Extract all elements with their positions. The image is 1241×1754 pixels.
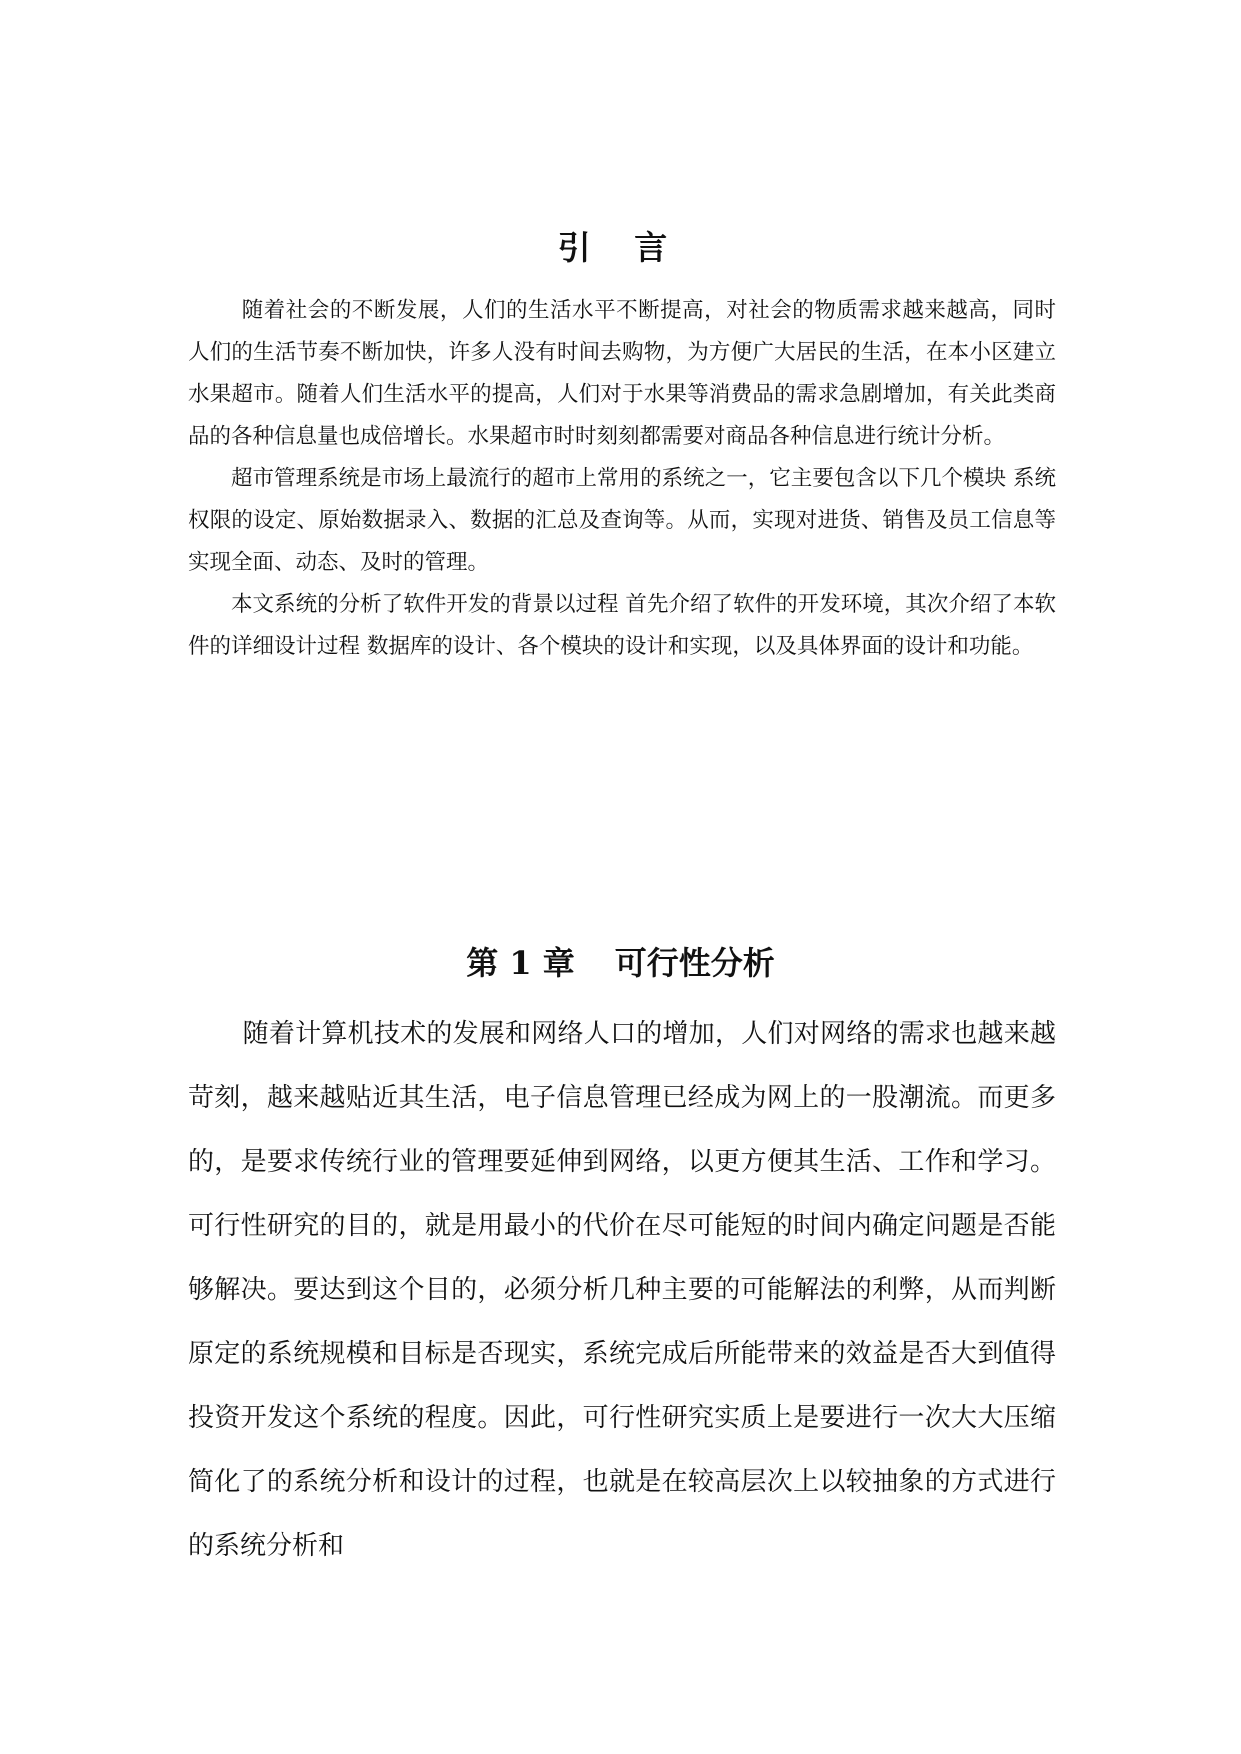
intro-body	[188, 290, 1056, 668]
chapter-body	[188, 1002, 1056, 1578]
intro-paragraph-1: 随着社会的不断发展，人们的生活水平不断提高，对社会的物质需求越来越高，同时人们的生活节奏不断加快，许多人没有时间去购物，为方便广大居民的生活，在本小区建立水果超市。随着人们生活水平的提高，人们对于水果等消费品的需求急剧增加，有关此类商品的各种信息量也成倍增长。水果超市时时刻刻都需要对商品各种信息进行统计分析。	[188, 298, 1056, 449]
chapter-paragraph-1: 随着计算机技术的发展和网络人口的增加，人们对网络的需求也越来越苛刻，越来越贴近其生活，电子信息管理已经成为网上的一股潮流。而更多的，是要求传统行业的管理要延伸到网络，以更方便其生活、工作和学习。可行性研究的目的，就是用最小的代价在尽可能短的时间内确定问题是否能够解决。要达到这个目的，必须分析几种主要的可能解法的利弊，从而判断原定的系统规模和目标是否现实，系统完成后所能带来的效益是否大到值得投资开发这个系统的程度。因此，可行性研究实质上是要进行一次大大压缩简化了的系统分析和设计的过程，也就是在较高层次上以较抽象的方式进行的系统分析和	[188, 1019, 1056, 1561]
intro-paragraph-2: 超市管理系统是市场上最流行的超市上常用的系统之一，它主要包含以下几个模块 系统权限的设定、原始数据录入、数据的汇总及查询等。从而，实现对进货、销售及员工信息等实现全面、动态、及时的管理。	[188, 466, 1056, 575]
chapter-number: 第 1 章	[466, 944, 575, 982]
intro-paragraph-3: 本文系统的分析了软件开发的背景以过程 首先介绍了软件的开发环境，其次介绍了本软件的详细设计过程 数据库的设计、各个模块的设计和实现，以及具体界面的设计和功能。	[188, 592, 1056, 659]
chapter-heading	[0, 941, 1241, 985]
chapter-title-text: 可行性分析	[614, 944, 775, 982]
intro-heading: 引 言	[557, 228, 684, 267]
